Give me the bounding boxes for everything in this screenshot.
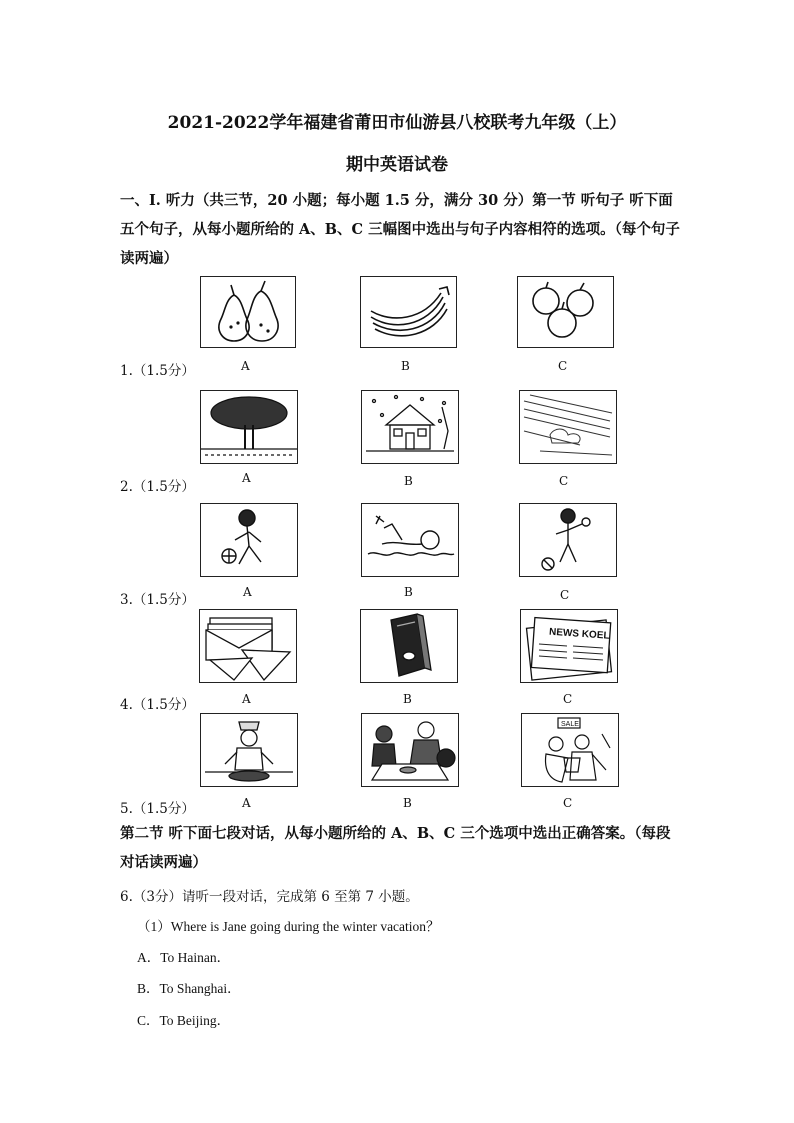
bananas-icon bbox=[360, 276, 457, 348]
question-6-intro: 6.（3分）请听一段对话，完成第 6 至第 7 小题。 bbox=[120, 889, 419, 905]
shopping-icon bbox=[521, 713, 619, 787]
option-a: A bbox=[242, 796, 251, 810]
option-a: A bbox=[241, 359, 250, 373]
cook-icon bbox=[200, 713, 298, 787]
question-3-label: 3.（1.5分） bbox=[120, 592, 195, 608]
option-a: A bbox=[242, 471, 251, 485]
pears-icon bbox=[200, 276, 296, 348]
option-b: B bbox=[403, 692, 412, 706]
snowy-house-icon bbox=[361, 390, 459, 464]
option-c: C bbox=[563, 796, 573, 810]
swimmer-icon bbox=[361, 503, 459, 577]
sale-sign: SALE bbox=[561, 721, 579, 728]
page-subtitle: 期中英语试卷 bbox=[346, 155, 448, 175]
question-6-1-text: （1）Where is Jane going during the winter vacation？ bbox=[137, 919, 440, 934]
question-5-label: 5.（1.5分） bbox=[120, 801, 195, 817]
option-a: A bbox=[243, 585, 252, 599]
newspaper-icon bbox=[520, 609, 618, 683]
apples-icon bbox=[517, 276, 614, 348]
soccer-player-icon bbox=[519, 503, 617, 577]
newspaper-headline: NEWS KOEL bbox=[548, 626, 610, 642]
question-2-label: 2.（1.5分） bbox=[120, 479, 195, 495]
question-1-label: 1.（1.5分） bbox=[120, 363, 195, 379]
option-a: A bbox=[242, 692, 251, 706]
option-c: C bbox=[558, 359, 568, 373]
book-icon bbox=[360, 609, 458, 683]
option-c: C bbox=[559, 474, 569, 488]
option-c: C bbox=[560, 588, 570, 602]
answer-option-c: C．To Beijing． bbox=[137, 1013, 231, 1028]
letters-icon bbox=[199, 609, 297, 683]
tree-icon bbox=[200, 390, 298, 464]
answer-option-b: B．To Shanghai． bbox=[137, 981, 241, 996]
basketball-player-icon bbox=[200, 503, 298, 577]
section2-instructions: 第二节 听下面七段对话，从每小题所给的 A、B、C 三个选项中选出正确答案。（每段对话读两遍） bbox=[120, 825, 671, 871]
section1-instructions: 一、Ⅰ. 听力（共三节，20 小题；每小题 1.5 分，满分 30 分）第一节 听句子 听下面五个句子，从每小题所给的 A、B、C 三幅图中选出与句子内容相符的选项。（每个句子读两遍） bbox=[120, 192, 680, 267]
question-4-label: 4.（1.5分） bbox=[120, 697, 195, 713]
option-b: B bbox=[403, 796, 412, 810]
page-title: 2021-2022学年福建省莆田市仙游县八校联考九年级（上） bbox=[167, 113, 627, 133]
option-b: B bbox=[404, 474, 413, 488]
windy-weather-icon bbox=[519, 390, 617, 464]
option-b: B bbox=[404, 585, 413, 599]
family-dinner-icon bbox=[361, 713, 459, 787]
option-c: C bbox=[563, 692, 573, 706]
option-b: B bbox=[401, 359, 410, 373]
answer-option-a: A．To Hainan． bbox=[137, 950, 231, 965]
